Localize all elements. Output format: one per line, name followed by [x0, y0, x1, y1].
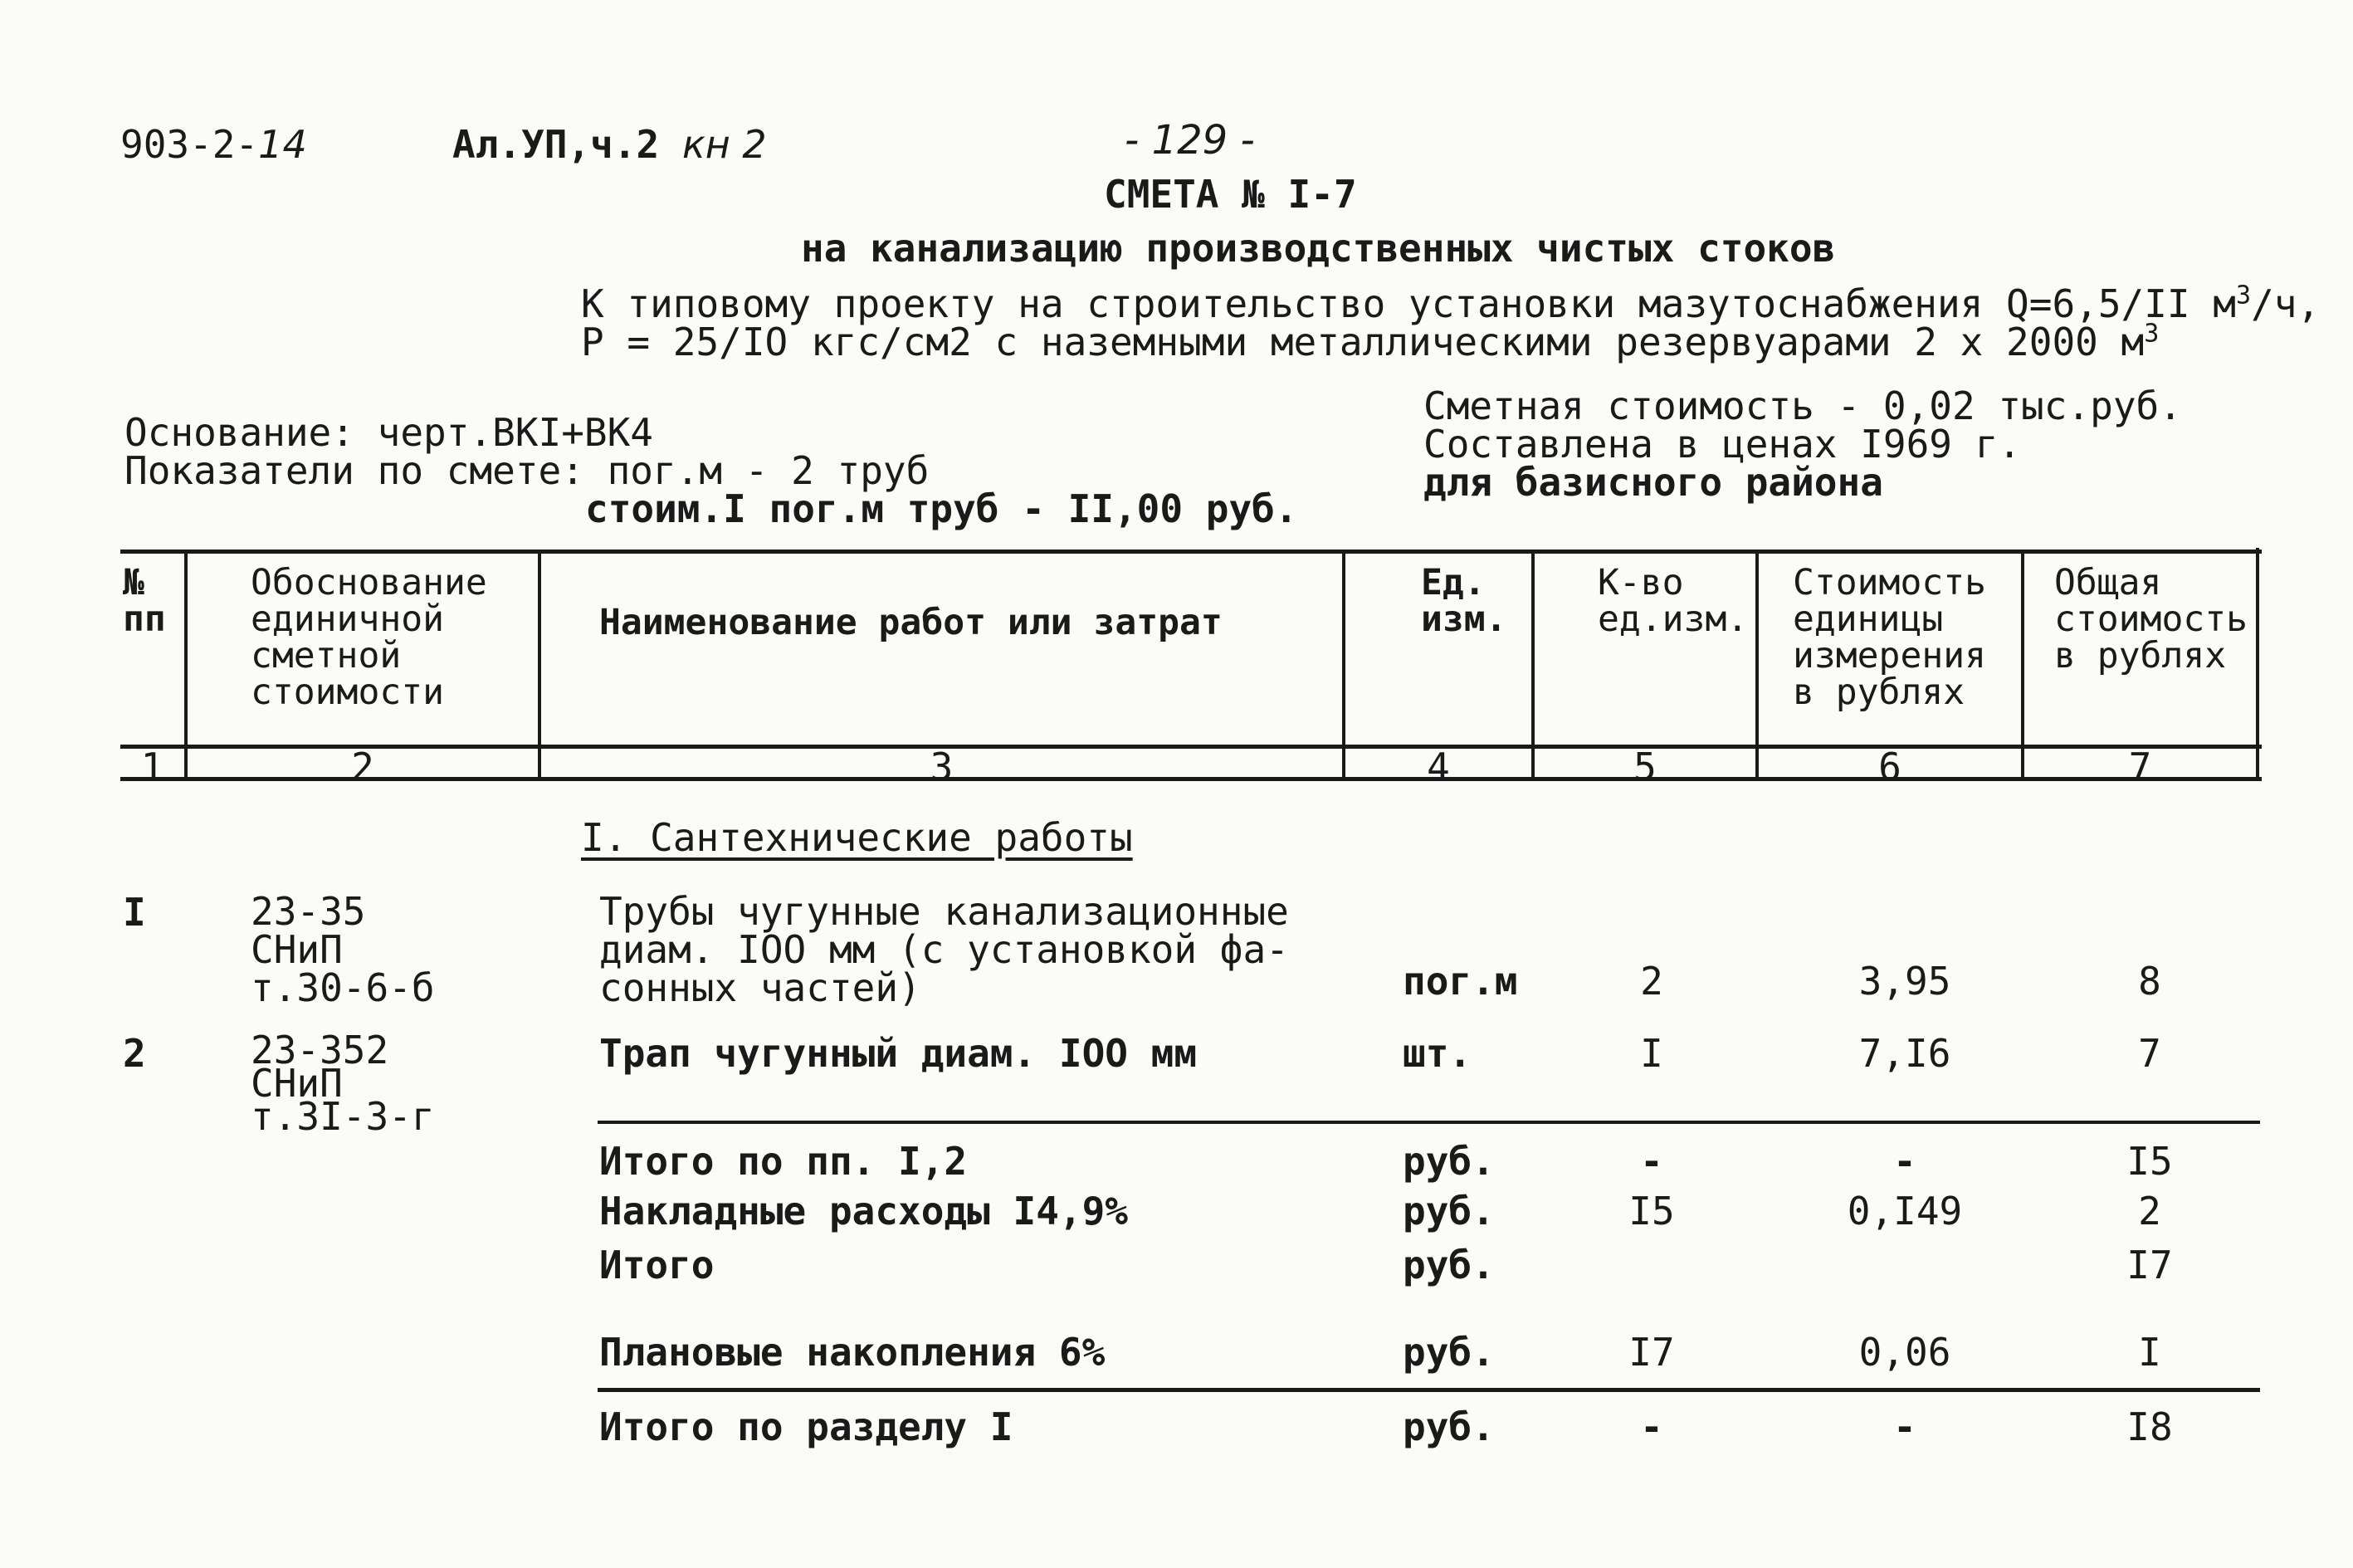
- summary5-unit-cost: -: [1893, 1404, 1916, 1449]
- row2-qty: I: [1640, 1031, 1663, 1076]
- summary5-total: I8: [2126, 1404, 2173, 1449]
- basis-line: Основание: черт.ВКI+ВК4: [124, 410, 653, 455]
- header-unit-cost: Стоимость единицы измерения в рублях: [1793, 562, 1986, 713]
- header-no: № пп: [123, 562, 166, 640]
- row1-name: Трубы чугунные канализационные диам. IOO мм (с установкой фа- сонных частей): [599, 889, 1289, 1010]
- project-line-1: К типовому проекту на строительство установки мазутоснабжения Q=6,5/II $м^3/ч$,: [581, 281, 2321, 326]
- summary3-unit: руб.: [1403, 1243, 1495, 1287]
- estimated-cost: Сметная стоимость - 0,02 тыс.руб.: [1423, 383, 2182, 428]
- col-divider-5: [1755, 551, 1759, 779]
- colnum-7: 7: [2128, 745, 2152, 789]
- row1-unit-cost: 3,95: [1858, 959, 1951, 1004]
- row1-qty: 2: [1640, 959, 1663, 1004]
- base-region: для базисного района: [1423, 460, 1883, 505]
- row2-name: Трап чугунный диам. IOO мм: [599, 1031, 1198, 1076]
- summary4-qty: I7: [1628, 1330, 1675, 1375]
- header-name: Наименование работ или затрат: [599, 602, 1223, 643]
- summary1-total: I5: [2126, 1139, 2173, 1184]
- summary5-unit: руб.: [1403, 1404, 1495, 1449]
- estimate-title: СМЕТА № I-7: [1104, 172, 1357, 217]
- colnum-6: 6: [1878, 745, 1901, 789]
- row2-unit: шт.: [1403, 1031, 1472, 1076]
- header-basis: Обоснование единичной сметной стоимости: [251, 562, 487, 713]
- col-divider-4: [1531, 551, 1535, 779]
- row1-total: 8: [2138, 959, 2161, 1004]
- row2-unit-cost: 7,I6: [1858, 1031, 1951, 1076]
- col-divider-2: [538, 551, 541, 779]
- indicators-line: Показатели по смете: пог.м - 2 труб: [124, 448, 930, 493]
- album-ref: Ал.УП,ч.2 кн 2: [452, 122, 767, 167]
- section-total-separator: [598, 1388, 2260, 1392]
- page-number: - 129 -: [1125, 117, 1255, 164]
- summary-separator: [598, 1121, 2260, 1124]
- colnum-3: 3: [930, 745, 954, 789]
- colnum-2: 2: [351, 745, 374, 789]
- summary3-name: Итого: [599, 1243, 715, 1287]
- album-handwritten: кн 2: [681, 122, 767, 167]
- row1-basis: 23-35 СНиП т.30-6-б: [251, 889, 435, 1010]
- section-title: I. Сантехнические работы: [581, 815, 1133, 860]
- table-top-border: [120, 550, 2262, 554]
- row2-no: 2: [123, 1031, 146, 1076]
- colnum-4: 4: [1427, 745, 1450, 789]
- summary2-total: 2: [2138, 1189, 2161, 1233]
- summary2-unit: руб.: [1403, 1189, 1495, 1233]
- summary4-unit-cost: 0,06: [1858, 1330, 1951, 1375]
- summary5-name: Итого по разделу I: [599, 1404, 1013, 1449]
- row2-basis: 23-352 СНиП т.3I-3-г: [251, 1028, 435, 1139]
- header-total: Общая стоимость в рублях: [2054, 562, 2248, 677]
- row1-no: I: [123, 890, 146, 935]
- indicators-line-2: стоим.I пог.м труб - II,00 руб.: [585, 486, 1298, 531]
- summary5-qty: -: [1640, 1404, 1663, 1449]
- summary1-unit: руб.: [1403, 1139, 1495, 1184]
- col-divider-3: [1342, 551, 1345, 779]
- summary4-total: I: [2138, 1330, 2161, 1375]
- summary3-total: I7: [2126, 1243, 2173, 1287]
- colnum-5: 5: [1633, 745, 1657, 789]
- col-divider-1: [184, 551, 188, 779]
- summary4-unit: руб.: [1403, 1330, 1495, 1375]
- doc-code-handwritten: 14: [258, 122, 307, 167]
- summary1-qty: -: [1640, 1139, 1663, 1184]
- col-divider-6: [2021, 551, 2024, 779]
- colnum-1: 1: [140, 745, 164, 789]
- row1-unit: пог.м: [1403, 959, 1518, 1004]
- row2-total: 7: [2138, 1031, 2161, 1076]
- summary2-name: Накладные расходы I4,9%: [599, 1189, 1128, 1233]
- summary2-unit-cost: 0,I49: [1847, 1189, 1963, 1233]
- summary1-name: Итого по пп. I,2: [599, 1139, 968, 1184]
- estimate-subtitle: на канализацию производственных чистых стоков: [801, 226, 1836, 271]
- summary4-name: Плановые накопления 6%: [599, 1330, 1106, 1375]
- header-unit: Ед. изм.: [1421, 562, 1507, 640]
- summary2-qty: I5: [1628, 1189, 1675, 1233]
- project-line-2: Р = 25/IO кгс/см2 с наземными металлическими резервуарами 2 х 2000 $м^3$: [581, 319, 2160, 364]
- prices-year: Составлена в ценах I969 г.: [1423, 422, 2022, 466]
- table-right-border: [2256, 548, 2259, 779]
- doc-code: 903-2-14: [120, 122, 307, 167]
- summary1-unit-cost: -: [1893, 1139, 1916, 1184]
- header-qty: К-во ед.изм.: [1598, 562, 1749, 640]
